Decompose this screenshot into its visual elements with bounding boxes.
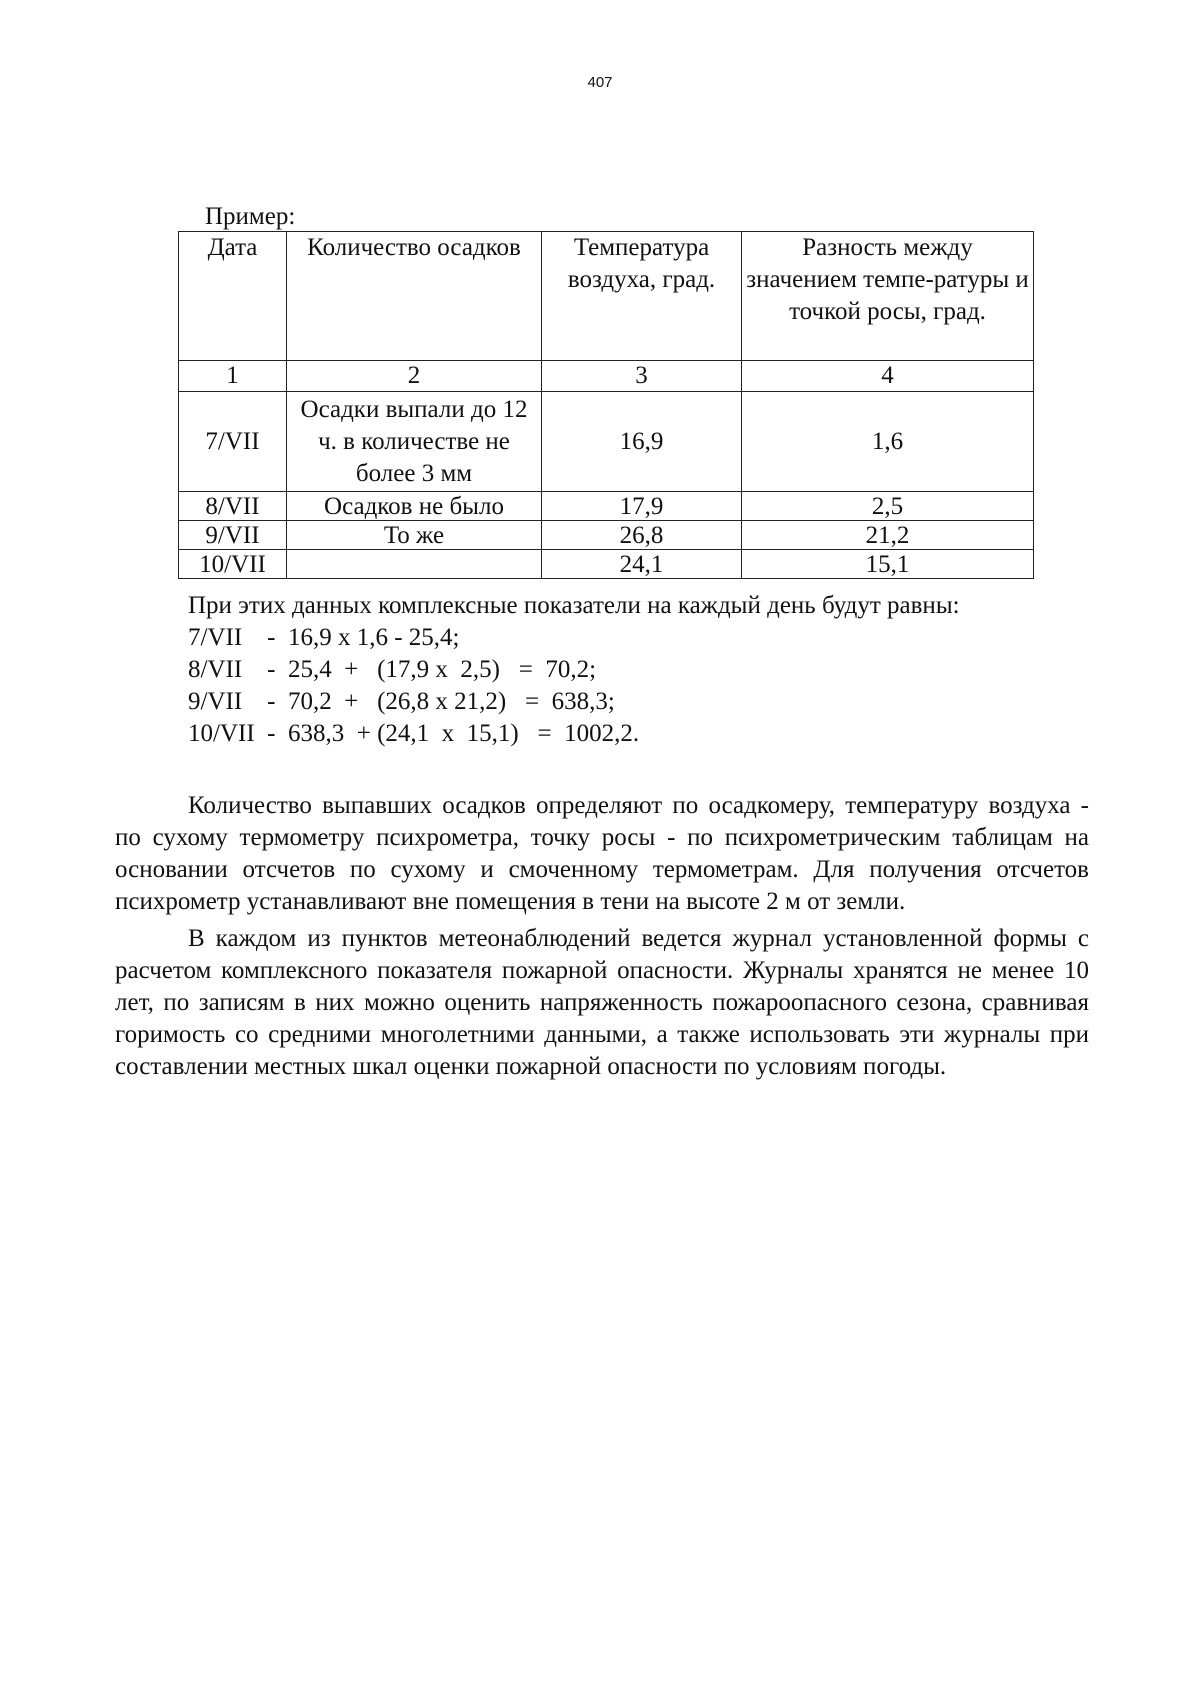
column-number: 2 (287, 361, 542, 392)
cell-temperature: 26,8 (542, 521, 742, 550)
table-row (179, 550, 1034, 579)
cell-temperature: 17,9 (542, 492, 742, 521)
paragraph: Количество выпавших осадков определяют по осадкомеру, температуру воздуха - по сухому термометру психрометра, точку росы - по психрометрическим таблицам на основании отсчетов по сухому и смоченному термометрам. Для получения отсчетов психрометр устанавливают вне помещения в тени на высоте 2 м от земли. (115, 792, 1089, 915)
formula-line: 8/VII - 25,4 + (17,9 х 2,5) = 70,2; (188, 656, 597, 683)
cell-difference: 15,1 (742, 550, 1034, 579)
cell-precipitation: То же (287, 521, 542, 550)
cell-date: 9/VII (179, 521, 287, 550)
cell-date: 8/VII (179, 492, 287, 521)
table-row (179, 521, 1034, 550)
column-number: 3 (542, 361, 742, 392)
example-label: Пример: (205, 203, 296, 230)
header-precipitation: Количество осадков (287, 232, 542, 361)
column-number: 1 (179, 361, 287, 392)
cell-precipitation (287, 550, 542, 579)
header-difference: Разность между значением темпе-ратуры и точкой росы, град. (742, 232, 1034, 361)
intro-text: При этих данных комплексные показатели на каждый день будут равны: (188, 592, 960, 619)
table-header-row (179, 232, 1034, 361)
cell-date: 7/VII (179, 392, 287, 492)
calculation-block (188, 590, 1048, 750)
body-text (115, 790, 1089, 1083)
formula-line: 7/VII - 16,9 х 1,6 - 25,4; (188, 624, 460, 651)
cell-temperature: 24,1 (542, 550, 742, 579)
cell-precipitation: Осадки выпали до 12 ч. в количестве не более 3 мм (287, 392, 542, 492)
page-number: 407 (587, 74, 613, 91)
header-temperature: Температура воздуха, град. (542, 232, 742, 361)
paragraph: В каждом из пунктов метеонаблюдений ведется журнал установленной формы с расчетом комплексного показателя пожарной опасности. Журналы хранятся не менее 10 лет, по записям в них можно оценить напряженность пожароопасного сезона, сравнивая горимость со средними многолетними данными, а также использовать эти журналы при составлении местных шкал оценки пожарной опасности по условиям погоды. (115, 925, 1089, 1080)
column-number: 4 (742, 361, 1034, 392)
cell-precipitation: Осадков не было (287, 492, 542, 521)
cell-difference: 21,2 (742, 521, 1034, 550)
table-row (179, 492, 1034, 521)
formula-line: 9/VII - 70,2 + (26,8 х 21,2) = 638,3; (188, 688, 615, 715)
column-number-row (179, 361, 1034, 392)
table-row (179, 392, 1034, 492)
cell-difference: 1,6 (742, 392, 1034, 492)
cell-difference: 2,5 (742, 492, 1034, 521)
header-date: Дата (179, 232, 287, 361)
cell-temperature: 16,9 (542, 392, 742, 492)
weather-data-table (178, 231, 1034, 579)
cell-date: 10/VII (179, 550, 287, 579)
formula-line: 10/VII - 638,3 + (24,1 х 15,1) = 1002,2. (188, 720, 640, 747)
